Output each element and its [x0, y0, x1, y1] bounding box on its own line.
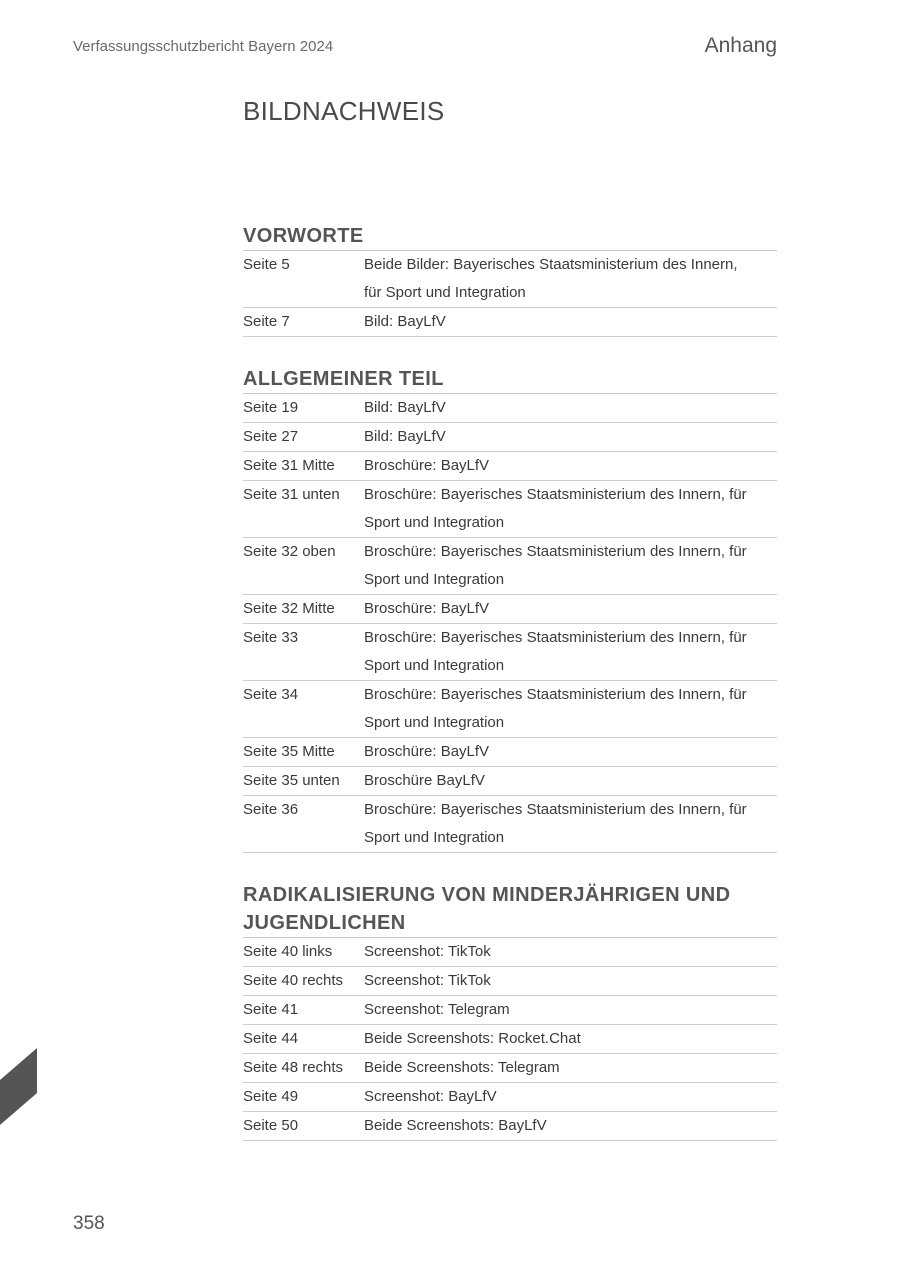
row-credit: Beide Screenshots: Rocket.Chat — [364, 1030, 581, 1047]
row-credit: Broschüre: Bayerisches Staatsministerium des Innern, für Sport und Integration — [364, 629, 747, 674]
row-page: Seite 32 oben — [243, 543, 336, 560]
row-credit: Bild: BayLfV — [364, 428, 446, 445]
credits-content — [243, 222, 777, 1169]
row-page: Seite 40 rechts — [243, 972, 344, 989]
table-row — [243, 452, 777, 481]
row-page: Seite 40 links — [243, 943, 333, 960]
row-credit: Broschüre: BayLfV — [364, 600, 490, 617]
section-allgemeiner-teil — [243, 365, 777, 853]
section-heading: ALLGEMEINER TEIL — [243, 365, 777, 394]
page-number: 358 — [73, 1213, 105, 1234]
table-row — [243, 767, 777, 796]
section-radikalisierung — [243, 881, 777, 1141]
row-page: Seite 27 — [243, 428, 299, 445]
row-credit: Screenshot: TikTok — [364, 943, 491, 960]
row-credit: Bild: BayLfV — [364, 313, 446, 330]
corner-mark-shape — [0, 1048, 37, 1125]
row-page: Seite 35 Mitte — [243, 743, 335, 760]
page-title: BILDNACHWEIS — [243, 96, 445, 126]
row-page: Seite 5 — [243, 256, 290, 273]
row-credit: Screenshot: BayLfV — [364, 1088, 497, 1105]
table-row — [243, 308, 777, 337]
row-page: Seite 33 — [243, 629, 299, 646]
table-row — [243, 595, 777, 624]
row-credit: Beide Screenshots: Telegram — [364, 1059, 560, 1076]
row-credit: Bild: BayLfV — [364, 399, 446, 416]
row-credit: Broschüre: BayLfV — [364, 457, 490, 474]
running-head: Verfassungsschutzbericht Bayern 2024 — [73, 38, 334, 55]
row-credit: Screenshot: Telegram — [364, 1001, 510, 1018]
table-row — [243, 938, 777, 967]
row-page: Seite 19 — [243, 399, 299, 416]
table-row — [243, 967, 777, 996]
table-row — [243, 538, 777, 595]
row-credit: Broschüre: Bayerisches Staatsministerium des Innern, für Sport und Integration — [364, 543, 747, 588]
section-vorworte — [243, 222, 777, 337]
row-page: Seite 48 rechts — [243, 1059, 344, 1076]
table-row — [243, 423, 777, 452]
row-credit: Beide Screenshots: BayLfV — [364, 1117, 547, 1134]
row-page: Seite 41 — [243, 1001, 299, 1018]
table-row — [243, 1083, 777, 1112]
table-row — [243, 481, 777, 538]
row-page: Seite 34 — [243, 686, 299, 703]
row-page: Seite 44 — [243, 1030, 299, 1047]
row-page: Seite 49 — [243, 1088, 299, 1105]
row-page: Seite 50 — [243, 1117, 299, 1134]
row-page: Seite 31 Mitte — [243, 457, 335, 474]
table-row — [243, 624, 777, 681]
table-row — [243, 738, 777, 767]
row-page: Seite 36 — [243, 801, 299, 818]
row-credit: Screenshot: TikTok — [364, 972, 491, 989]
table-row — [243, 1025, 777, 1054]
table-row — [243, 681, 777, 738]
row-credit: Broschüre: Bayerisches Staatsministerium des Innern, für Sport und Integration — [364, 686, 747, 731]
row-credit: Broschüre BayLfV — [364, 772, 485, 789]
table-row — [243, 1112, 777, 1141]
table-row — [243, 1054, 777, 1083]
table-row — [243, 251, 777, 308]
row-page: Seite 32 Mitte — [243, 600, 335, 617]
row-page: Seite 35 unten — [243, 772, 340, 789]
row-credit: Broschüre: Bayerisches Staatsministerium des Innern, für Sport und Integration — [364, 801, 747, 846]
table-row — [243, 996, 777, 1025]
table-row — [243, 394, 777, 423]
table-row — [243, 796, 777, 853]
section-heading: RADIKALISIERUNG VON MINDERJÄHRIGEN UND JUGENDLICHEN — [243, 881, 777, 938]
row-page: Seite 31 unten — [243, 486, 340, 503]
page-corner-mark — [0, 1048, 37, 1125]
row-credit: Broschüre: Bayerisches Staatsministerium des Innern, für Sport und Integration — [364, 486, 747, 531]
section-heading: VORWORTE — [243, 222, 777, 251]
section-label: Anhang — [704, 34, 777, 57]
row-credit: Broschüre: BayLfV — [364, 743, 490, 760]
row-page: Seite 7 — [243, 313, 290, 330]
row-credit: Beide Bilder: Bayerisches Staatsministerium des Innern, für Sport und Integration — [364, 256, 738, 301]
